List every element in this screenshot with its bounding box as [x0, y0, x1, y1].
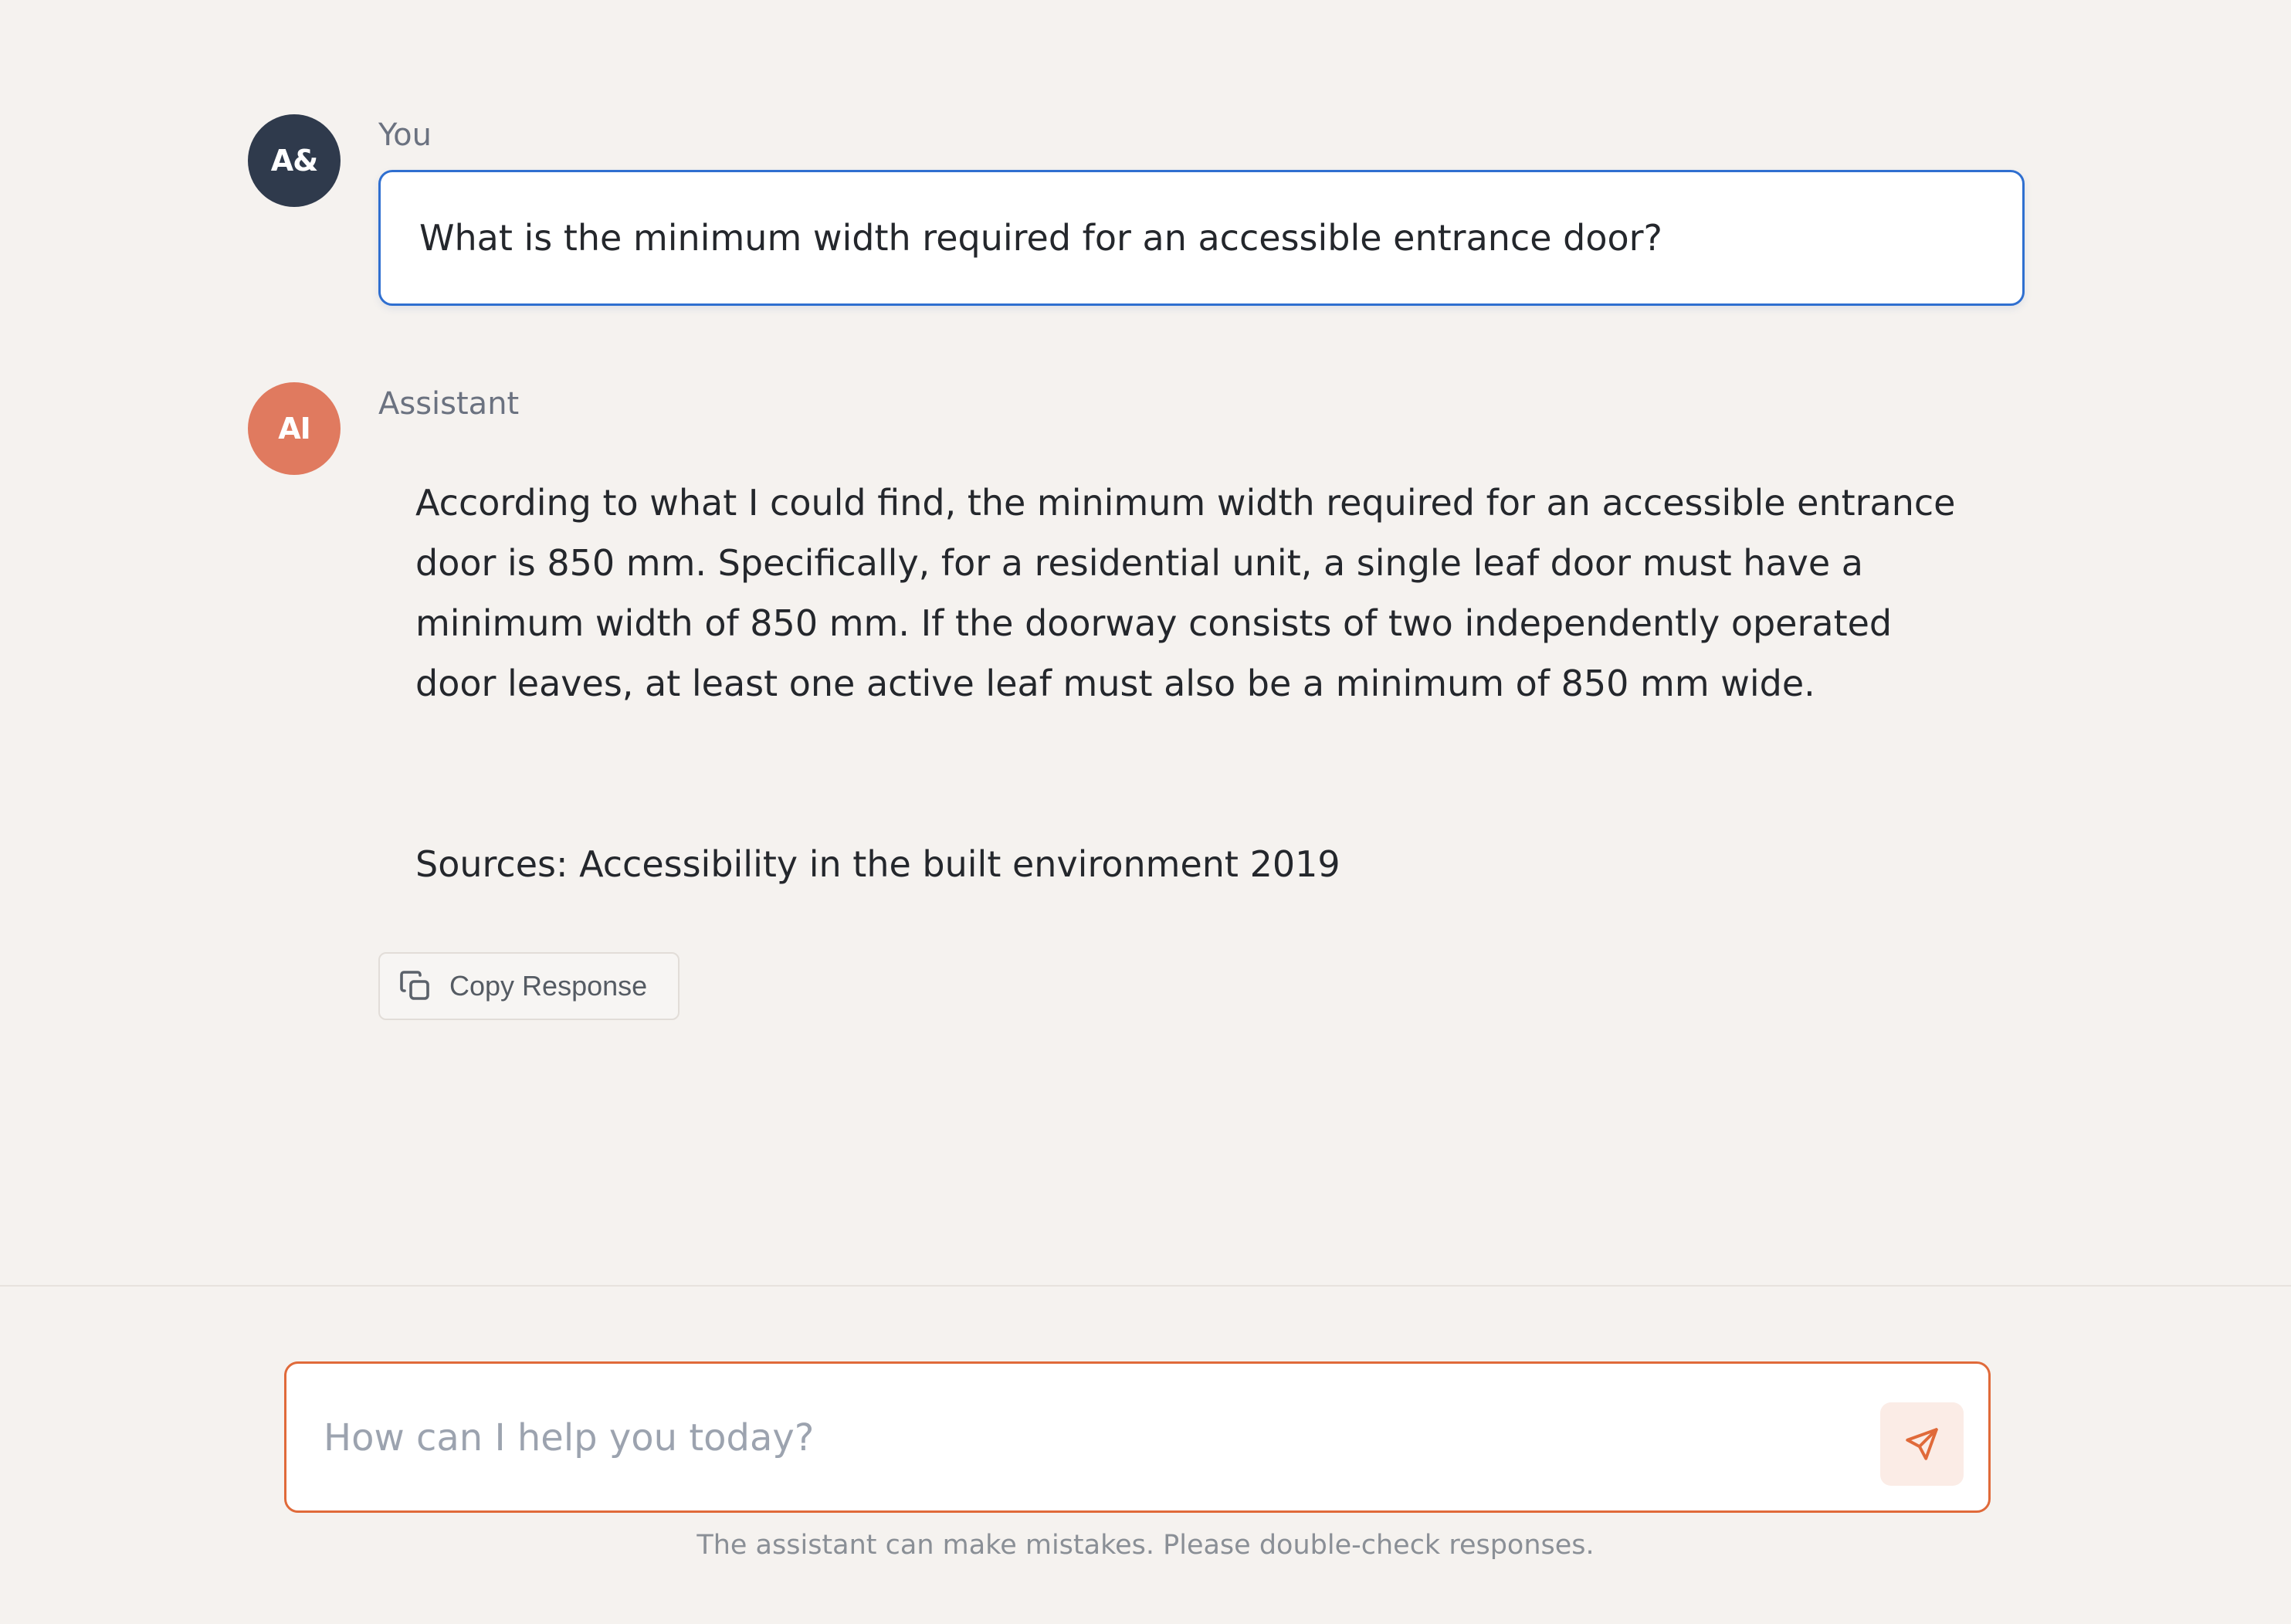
assistant-answer-text: According to what I could find, the minimum width required for an accessible entrance door is 850 mm. Specifically, for a residential unit, a single leaf door must have a minimum width of 850 mm. If the doorway consists of two independently operated door leaves, at least one active leaf must also be a minimum of 850 mm wide.: [415, 482, 1956, 704]
assistant-speaker-label: Assistant: [378, 386, 520, 422]
send-icon: [1903, 1425, 1941, 1463]
user-speaker-label: You: [378, 117, 432, 153]
message-input[interactable]: [322, 1364, 1839, 1512]
disclaimer-text: The assistant can make mistakes. Please double-check responses.: [696, 1530, 1595, 1561]
assistant-avatar: AI: [248, 382, 341, 475]
send-button[interactable]: [1880, 1402, 1964, 1486]
message-composer: [284, 1361, 1991, 1513]
copy-response-button[interactable]: [378, 952, 680, 1020]
copy-response-label: Copy Response: [449, 970, 648, 1002]
user-avatar: A&: [248, 114, 341, 207]
composer-divider: [0, 1285, 2291, 1287]
assistant-sources: Sources: Accessibility in the built environment 2019: [415, 843, 1340, 885]
user-message: [378, 170, 2025, 306]
copy-icon: [397, 968, 434, 1005]
user-message-text: What is the minimum width required for an accessible entrance door?: [419, 217, 1662, 259]
